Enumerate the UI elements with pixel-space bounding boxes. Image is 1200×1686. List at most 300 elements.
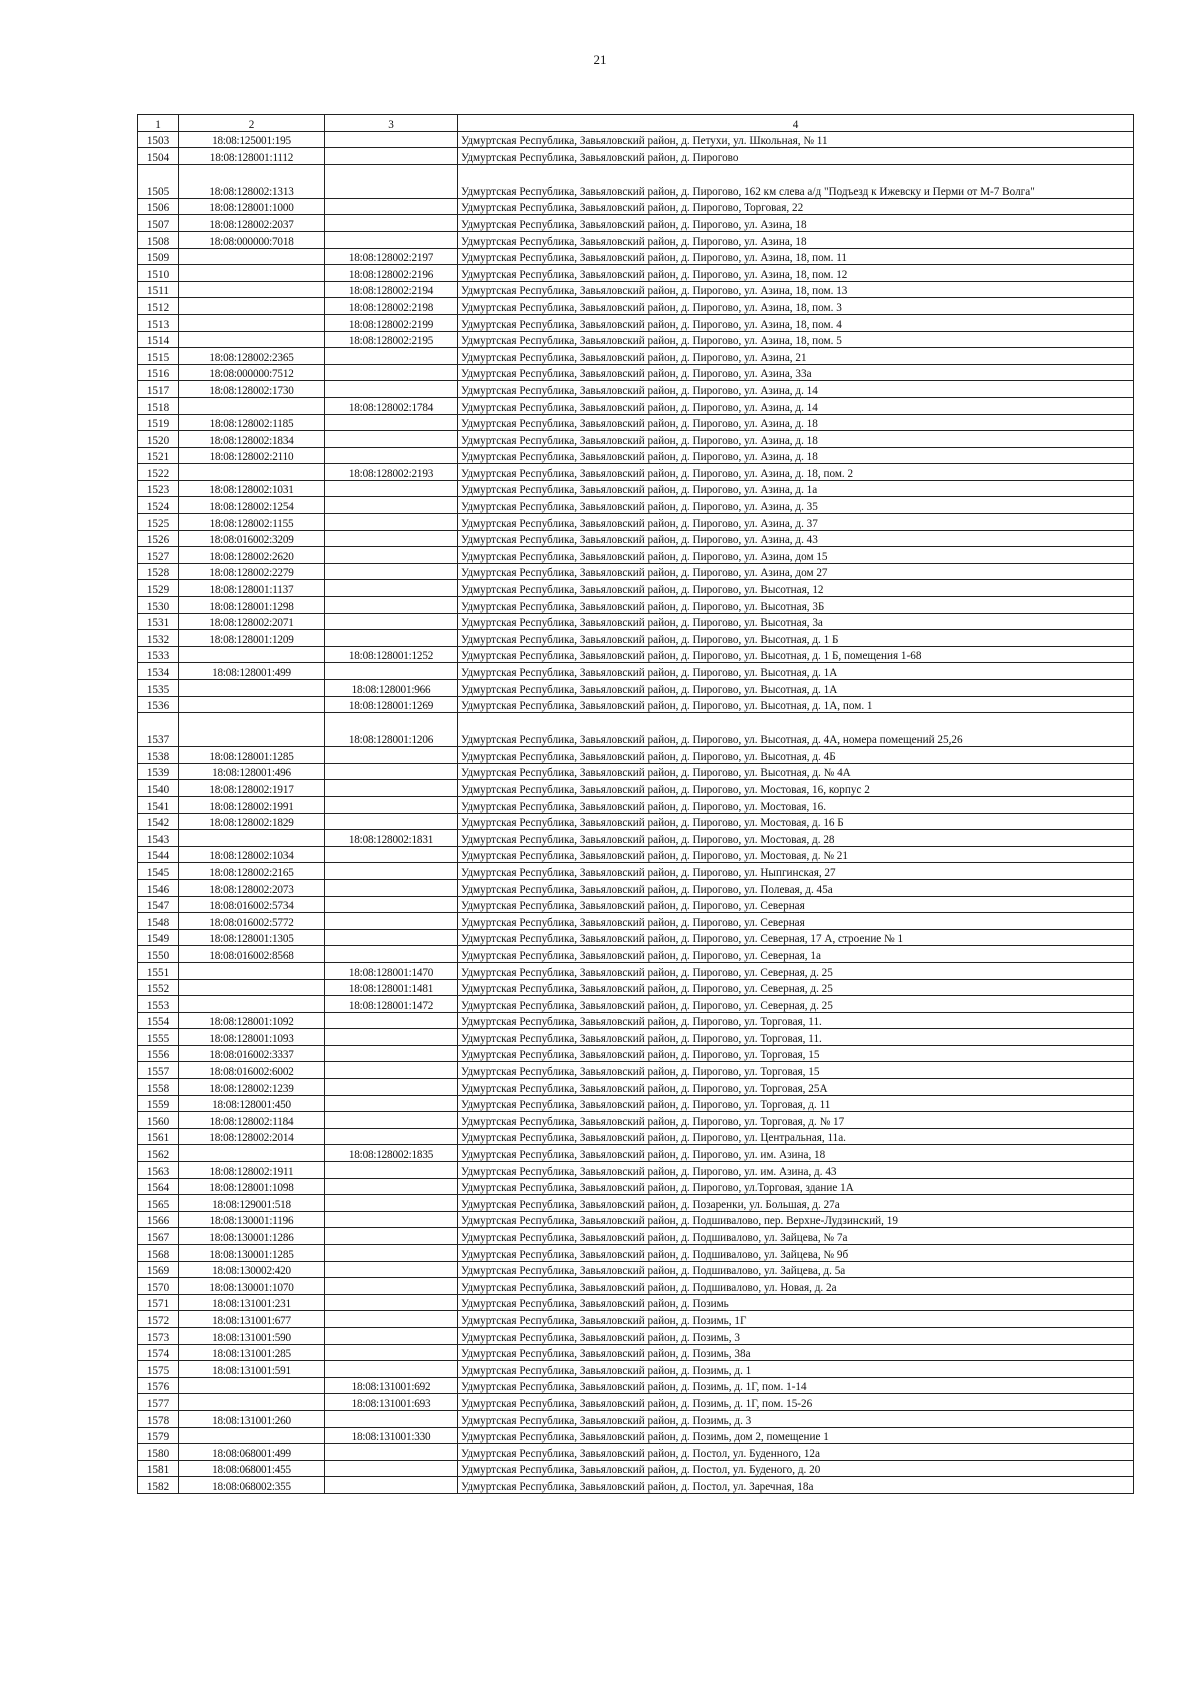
room-cadastral-number (325, 215, 458, 232)
address: Удмуртская Республика, Завьяловский район, д. Позимь, дом 2, помещение 1 (458, 1427, 1134, 1444)
address: Удмуртская Республика, Завьяловский район, д. Пирогово, ул. Азина, д. 18, пом. 2 (458, 464, 1134, 481)
room-cadastral-number (325, 846, 458, 863)
row-number: 1514 (138, 331, 179, 348)
row-number: 1517 (138, 381, 179, 398)
room-cadastral-number: 18:08:131001:330 (325, 1427, 458, 1444)
table-row (138, 431, 1134, 448)
row-number: 1554 (138, 1012, 179, 1029)
row-number: 1539 (138, 763, 179, 780)
table-row (138, 1477, 1134, 1494)
row-number: 1568 (138, 1245, 179, 1262)
cadastral-number: 18:08:130001:1196 (179, 1211, 325, 1228)
cadastral-number: 18:08:128001:1092 (179, 1012, 325, 1029)
room-cadastral-number (325, 431, 458, 448)
address: Удмуртская Республика, Завьяловский район, д. Позимь, 3 (458, 1327, 1134, 1344)
row-number: 1528 (138, 563, 179, 580)
address: Удмуртская Республика, Завьяловский район, д. Пирогово, ул. Азина, 18 (458, 231, 1134, 248)
room-cadastral-number (325, 1344, 458, 1361)
address: Удмуртская Республика, Завьяловский район, д. Пирогово, ул. Мостовая, д. 16 Б (458, 813, 1134, 830)
address: Удмуртская Республика, Завьяловский район, д. Подшивалово, пер. Верхне-Лудзинский, 19 (458, 1211, 1134, 1228)
row-number: 1536 (138, 696, 179, 713)
table-row (138, 1045, 1134, 1062)
room-cadastral-number: 18:08:128001:1269 (325, 696, 458, 713)
cadastral-number: 18:08:131001:590 (179, 1327, 325, 1344)
row-number: 1569 (138, 1261, 179, 1278)
room-cadastral-number (325, 813, 458, 830)
table-row (138, 1278, 1134, 1295)
room-cadastral-number: 18:08:128002:2193 (325, 464, 458, 481)
address: Удмуртская Республика, Завьяловский район, д. Петухи, ул. Школьная, № 11 (458, 131, 1134, 148)
row-number: 1557 (138, 1062, 179, 1079)
room-cadastral-number (325, 1128, 458, 1145)
cadastral-number: 18:08:128002:2279 (179, 563, 325, 580)
table-row (138, 747, 1134, 764)
row-number: 1525 (138, 514, 179, 531)
address: Удмуртская Республика, Завьяловский район, д. Пирогово, ул. Высотная, 3а (458, 613, 1134, 630)
room-cadastral-number (325, 1444, 458, 1461)
room-cadastral-number (325, 1327, 458, 1344)
table-row (138, 1361, 1134, 1378)
address: Удмуртская Республика, Завьяловский район, д. Пирогово, ул. Азина, д. 1а (458, 480, 1134, 497)
address: Удмуртская Республика, Завьяловский район, д. Пирогово, ул. Торговая, д. 11 (458, 1095, 1134, 1112)
row-number: 1516 (138, 364, 179, 381)
table-row (138, 364, 1134, 381)
room-cadastral-number: 18:08:131001:692 (325, 1377, 458, 1394)
table-row (138, 1178, 1134, 1195)
address: Удмуртская Республика, Завьяловский район, д. Пирогово, ул. Северная, 17 А, строение № 1 (458, 929, 1134, 946)
address: Удмуртская Республика, Завьяловский район, д. Позимь, д. 1Г, пом. 15-26 (458, 1394, 1134, 1411)
cadastral-number: 18:08:128002:2073 (179, 879, 325, 896)
row-number: 1538 (138, 747, 179, 764)
cadastral-number: 18:08:128002:1031 (179, 480, 325, 497)
row-number: 1547 (138, 896, 179, 913)
register-table (137, 114, 1134, 1494)
address: Удмуртская Республика, Завьяловский район, д. Пирогово, ул. Азина, д. 14 (458, 381, 1134, 398)
row-number: 1543 (138, 830, 179, 847)
address: Удмуртская Республика, Завьяловский район, д. Подшивалово, ул. Зайцева, д. 5а (458, 1261, 1134, 1278)
table-row (138, 996, 1134, 1013)
cadastral-number: 18:08:128001:1305 (179, 929, 325, 946)
row-number: 1526 (138, 530, 179, 547)
address: Удмуртская Республика, Завьяловский район, д. Пирогово, ул. Азина, 18, пом. 3 (458, 298, 1134, 315)
cadastral-number (179, 298, 325, 315)
table-row (138, 1211, 1134, 1228)
table-row (138, 813, 1134, 830)
cadastral-number: 18:08:068002:355 (179, 1477, 325, 1494)
address: Удмуртская Республика, Завьяловский район, д. Позимь (458, 1294, 1134, 1311)
table-row (138, 979, 1134, 996)
table-row (138, 131, 1134, 148)
table-row (138, 929, 1134, 946)
address: Удмуртская Республика, Завьяловский район, д. Пирогово, ул. Высотная, д. 1А (458, 663, 1134, 680)
cadastral-number: 18:08:128002:1834 (179, 431, 325, 448)
header-row (138, 115, 1134, 132)
cadastral-number (179, 646, 325, 663)
column-header-3: 3 (325, 115, 458, 132)
address: Удмуртская Республика, Завьяловский район, д. Пирогово, ул. Торговая, 15 (458, 1062, 1134, 1079)
cadastral-number: 18:08:128002:2014 (179, 1128, 325, 1145)
row-number: 1551 (138, 962, 179, 979)
room-cadastral-number (325, 1294, 458, 1311)
address: Удмуртская Республика, Завьяловский район, д. Пирогово, ул. Азина, 18 (458, 215, 1134, 232)
address: Удмуртская Республика, Завьяловский район, д. Пирогово, ул. Высотная, д. 1 Б (458, 630, 1134, 647)
room-cadastral-number (325, 364, 458, 381)
address: Удмуртская Республика, Завьяловский район, д. Пирогово, ул. Высотная, д. № 4А (458, 763, 1134, 780)
cadastral-number (179, 696, 325, 713)
row-number: 1510 (138, 265, 179, 282)
cadastral-number: 18:08:128001:450 (179, 1095, 325, 1112)
room-cadastral-number (325, 1228, 458, 1245)
table-row (138, 1245, 1134, 1262)
room-cadastral-number: 18:08:128001:966 (325, 680, 458, 697)
cadastral-number (179, 962, 325, 979)
cadastral-number: 18:08:128002:1185 (179, 414, 325, 431)
cadastral-number: 18:08:128002:2071 (179, 613, 325, 630)
cadastral-number: 18:08:131001:285 (179, 1344, 325, 1361)
address: Удмуртская Республика, Завьяловский район, д. Позимь, д. 3 (458, 1410, 1134, 1427)
address: Удмуртская Республика, Завьяловский район, д. Пирогово, ул. Мостовая, 16, корпус 2 (458, 780, 1134, 797)
room-cadastral-number (325, 131, 458, 148)
row-number: 1515 (138, 348, 179, 365)
cadastral-number: 18:08:068001:499 (179, 1444, 325, 1461)
row-number: 1576 (138, 1377, 179, 1394)
row-number: 1506 (138, 198, 179, 215)
room-cadastral-number (325, 863, 458, 880)
row-number: 1562 (138, 1145, 179, 1162)
room-cadastral-number (325, 164, 458, 198)
room-cadastral-number (325, 1195, 458, 1212)
row-number: 1565 (138, 1195, 179, 1212)
room-cadastral-number: 18:08:128001:1206 (325, 713, 458, 747)
room-cadastral-number: 18:08:128002:2197 (325, 248, 458, 265)
address: Удмуртская Республика, Завьяловский район, д. Пирогово, ул. Северная, д. 25 (458, 979, 1134, 996)
address: Удмуртская Республика, Завьяловский район, д. Пирогово, ул. им. Азина, 18 (458, 1145, 1134, 1162)
column-header-4: 4 (458, 115, 1134, 132)
table-row (138, 1145, 1134, 1162)
table-row (138, 630, 1134, 647)
table-row (138, 830, 1134, 847)
room-cadastral-number (325, 447, 458, 464)
cadastral-number: 18:08:128002:1829 (179, 813, 325, 830)
table-row (138, 164, 1134, 198)
room-cadastral-number (325, 1361, 458, 1378)
address: Удмуртская Республика, Завьяловский район, д. Постол, ул. Буденного, 12а (458, 1444, 1134, 1461)
table-row (138, 547, 1134, 564)
cadastral-number (179, 397, 325, 414)
room-cadastral-number (325, 1062, 458, 1079)
address: Удмуртская Республика, Завьяловский район, д. Пирогово, ул. Азина, 18, пом. 4 (458, 314, 1134, 331)
table-row (138, 265, 1134, 282)
cadastral-number: 18:08:130001:1285 (179, 1245, 325, 1262)
row-number: 1541 (138, 796, 179, 813)
row-number: 1578 (138, 1410, 179, 1427)
address: Удмуртская Республика, Завьяловский район, д. Пирогово, ул. Высотная, д. 4А, номера помещений 25,26 (458, 713, 1134, 747)
row-number: 1553 (138, 996, 179, 1013)
room-cadastral-number: 18:08:128002:2194 (325, 281, 458, 298)
row-number: 1570 (138, 1278, 179, 1295)
row-number: 1523 (138, 480, 179, 497)
address: Удмуртская Республика, Завьяловский район, д. Подшивалово, ул. Новая, д. 2а (458, 1278, 1134, 1295)
column-header-1: 1 (138, 115, 179, 132)
cadastral-number: 18:08:128002:2165 (179, 863, 325, 880)
cadastral-number (179, 680, 325, 697)
row-number: 1555 (138, 1029, 179, 1046)
table-row (138, 1095, 1134, 1112)
cadastral-number: 18:08:068001:455 (179, 1460, 325, 1477)
table-row (138, 962, 1134, 979)
cadastral-number: 18:08:128001:1098 (179, 1178, 325, 1195)
table-row (138, 1228, 1134, 1245)
table-row (138, 1327, 1134, 1344)
address: Удмуртская Республика, Завьяловский район, д. Пирогово, ул. Азина, 18, пом. 12 (458, 265, 1134, 282)
table-row (138, 1444, 1134, 1461)
room-cadastral-number (325, 1245, 458, 1262)
row-number: 1530 (138, 597, 179, 614)
cadastral-number (179, 1394, 325, 1411)
table-row (138, 713, 1134, 747)
room-cadastral-number (325, 896, 458, 913)
address: Удмуртская Республика, Завьяловский район, д. Пирогово, ул. Азина, д. 18 (458, 431, 1134, 448)
row-number: 1558 (138, 1079, 179, 1096)
cadastral-number: 18:08:131001:260 (179, 1410, 325, 1427)
room-cadastral-number: 18:08:128001:1472 (325, 996, 458, 1013)
cadastral-number: 18:08:128002:1034 (179, 846, 325, 863)
row-number: 1545 (138, 863, 179, 880)
cadastral-number: 18:08:128002:1184 (179, 1112, 325, 1129)
room-cadastral-number: 18:08:128002:1835 (325, 1145, 458, 1162)
table-row (138, 1344, 1134, 1361)
row-number: 1509 (138, 248, 179, 265)
table-row (138, 663, 1134, 680)
address: Удмуртская Республика, Завьяловский район, д. Пирогово, ул. Торговая, 25А (458, 1079, 1134, 1096)
row-number: 1549 (138, 929, 179, 946)
cadastral-number: 18:08:128001:1137 (179, 580, 325, 597)
address: Удмуртская Республика, Завьяловский район, д. Пирогово, ул. Ныпгинская, 27 (458, 863, 1134, 880)
address: Удмуртская Республика, Завьяловский район, д. Постол, ул. Заречная, 18а (458, 1477, 1134, 1494)
row-number: 1542 (138, 813, 179, 830)
table-row (138, 1460, 1134, 1477)
address: Удмуртская Республика, Завьяловский район, д. Пирогово, ул. Мостовая, д. № 21 (458, 846, 1134, 863)
cadastral-number (179, 314, 325, 331)
address: Удмуртская Республика, Завьяловский район, д. Пирогово, ул. им. Азина, д. 43 (458, 1162, 1134, 1179)
table-row (138, 913, 1134, 930)
room-cadastral-number (325, 747, 458, 764)
table-row (138, 946, 1134, 963)
address: Удмуртская Республика, Завьяловский район, д. Пирогово, ул. Высотная, д. 4Б (458, 747, 1134, 764)
room-cadastral-number (325, 580, 458, 597)
table-row (138, 896, 1134, 913)
table-row (138, 381, 1134, 398)
row-number: 1582 (138, 1477, 179, 1494)
cadastral-number: 18:08:128002:2365 (179, 348, 325, 365)
table-row (138, 780, 1134, 797)
table-row (138, 1112, 1134, 1129)
table-row (138, 613, 1134, 630)
row-number: 1519 (138, 414, 179, 431)
address: Удмуртская Республика, Завьяловский район, д. Пирогово (458, 148, 1134, 165)
row-number: 1548 (138, 913, 179, 930)
table-row (138, 1394, 1134, 1411)
room-cadastral-number (325, 530, 458, 547)
address: Удмуртская Республика, Завьяловский район, д. Пирогово, ул. Высотная, д. 1А (458, 680, 1134, 697)
room-cadastral-number (325, 1079, 458, 1096)
row-number: 1503 (138, 131, 179, 148)
table-row (138, 646, 1134, 663)
room-cadastral-number (325, 663, 458, 680)
cadastral-number: 18:08:128002:2037 (179, 215, 325, 232)
cadastral-number: 18:08:128002:1917 (179, 780, 325, 797)
room-cadastral-number (325, 780, 458, 797)
address: Удмуртская Республика, Завьяловский район, д. Пирогово, ул. Северная (458, 896, 1134, 913)
table-row (138, 1128, 1134, 1145)
cadastral-number (179, 979, 325, 996)
cadastral-number: 18:08:130001:1286 (179, 1228, 325, 1245)
room-cadastral-number (325, 1211, 458, 1228)
cadastral-number: 18:08:128001:1285 (179, 747, 325, 764)
address: Удмуртская Республика, Завьяловский район, д. Пирогово, ул. Центральная, 11а. (458, 1128, 1134, 1145)
row-number: 1520 (138, 431, 179, 448)
address: Удмуртская Республика, Завьяловский район, д. Позаренки, ул. Большая, д. 27а (458, 1195, 1134, 1212)
room-cadastral-number (325, 1012, 458, 1029)
table-row (138, 563, 1134, 580)
table-row (138, 597, 1134, 614)
row-number: 1567 (138, 1228, 179, 1245)
row-number: 1511 (138, 281, 179, 298)
address: Удмуртская Республика, Завьяловский район, д. Позимь, д. 1 (458, 1361, 1134, 1378)
room-cadastral-number: 18:08:128001:1481 (325, 979, 458, 996)
row-number: 1529 (138, 580, 179, 597)
cadastral-number: 18:08:128001:1093 (179, 1029, 325, 1046)
room-cadastral-number (325, 348, 458, 365)
room-cadastral-number: 18:08:128001:1252 (325, 646, 458, 663)
table-row (138, 514, 1134, 531)
table-row (138, 580, 1134, 597)
address: Удмуртская Республика, Завьяловский район, д. Пирогово, ул. Азина, д. 14 (458, 397, 1134, 414)
table-row (138, 879, 1134, 896)
table-row (138, 1427, 1134, 1444)
address: Удмуртская Республика, Завьяловский район, д. Пирогово, ул. Азина, д. 35 (458, 497, 1134, 514)
cadastral-number: 18:08:128001:496 (179, 763, 325, 780)
cadastral-number: 18:08:128002:1911 (179, 1162, 325, 1179)
room-cadastral-number (325, 946, 458, 963)
cadastral-number: 18:08:016002:3337 (179, 1045, 325, 1062)
room-cadastral-number (325, 148, 458, 165)
room-cadastral-number (325, 1029, 458, 1046)
room-cadastral-number (325, 879, 458, 896)
address: Удмуртская Республика, Завьяловский район, д. Пирогово, ул. Азина, 18, пом. 5 (458, 331, 1134, 348)
table-row (138, 1294, 1134, 1311)
address: Удмуртская Республика, Завьяловский район, д. Пирогово, ул. Азина, д. 43 (458, 530, 1134, 547)
cadastral-number (179, 1377, 325, 1394)
cadastral-number (179, 281, 325, 298)
row-number: 1556 (138, 1045, 179, 1062)
row-number: 1573 (138, 1327, 179, 1344)
row-number: 1531 (138, 613, 179, 630)
address: Удмуртская Республика, Завьяловский район, д. Пирогово, ул. Азина, 33а (458, 364, 1134, 381)
cadastral-number: 18:08:125001:195 (179, 131, 325, 148)
cadastral-number: 18:08:131001:591 (179, 1361, 325, 1378)
table-row (138, 696, 1134, 713)
table-row (138, 1377, 1134, 1394)
address: Удмуртская Республика, Завьяловский район, д. Пирогово, ул. Северная (458, 913, 1134, 930)
cadastral-number: 18:08:128001:1112 (179, 148, 325, 165)
row-number: 1546 (138, 879, 179, 896)
address: Удмуртская Республика, Завьяловский район, д. Пирогово, ул. Торговая, 15 (458, 1045, 1134, 1062)
table-row (138, 796, 1134, 813)
room-cadastral-number (325, 1112, 458, 1129)
address: Удмуртская Республика, Завьяловский район, д. Пирогово, ул. Азина, д. 18 (458, 447, 1134, 464)
address: Удмуртская Республика, Завьяловский район, д. Пирогово, ул. Северная, д. 25 (458, 996, 1134, 1013)
row-number: 1524 (138, 497, 179, 514)
row-number: 1521 (138, 447, 179, 464)
room-cadastral-number (325, 1095, 458, 1112)
row-number: 1572 (138, 1311, 179, 1328)
room-cadastral-number (325, 514, 458, 531)
table-row (138, 846, 1134, 863)
cadastral-number: 18:08:130002:420 (179, 1261, 325, 1278)
table-row (138, 215, 1134, 232)
row-number: 1571 (138, 1294, 179, 1311)
address: Удмуртская Республика, Завьяловский район, д. Пирогово, ул. Полевая, д. 45а (458, 879, 1134, 896)
row-number: 1550 (138, 946, 179, 963)
table-row (138, 314, 1134, 331)
cadastral-number: 18:08:016002:6002 (179, 1062, 325, 1079)
row-number: 1507 (138, 215, 179, 232)
room-cadastral-number (325, 1178, 458, 1195)
room-cadastral-number (325, 563, 458, 580)
table-row (138, 1062, 1134, 1079)
address: Удмуртская Республика, Завьяловский район, д. Пирогово, ул. Высотная, д. 1 Б, помещения 1-68 (458, 646, 1134, 663)
room-cadastral-number (325, 480, 458, 497)
address: Удмуртская Республика, Завьяловский район, д. Пирогово, ул. Мостовая, 16. (458, 796, 1134, 813)
cadastral-number: 18:08:128001:499 (179, 663, 325, 680)
room-cadastral-number (325, 763, 458, 780)
row-number: 1580 (138, 1444, 179, 1461)
column-header-2: 2 (179, 115, 325, 132)
address: Удмуртская Республика, Завьяловский район, д. Пирогово, ул. Северная, д. 25 (458, 962, 1134, 979)
row-number: 1559 (138, 1095, 179, 1112)
room-cadastral-number: 18:08:128001:1470 (325, 962, 458, 979)
room-cadastral-number (325, 1477, 458, 1494)
table-row (138, 248, 1134, 265)
address: Удмуртская Республика, Завьяловский район, д. Пирогово, ул. Азина, дом 27 (458, 563, 1134, 580)
cadastral-number: 18:08:000000:7512 (179, 364, 325, 381)
row-number: 1564 (138, 1178, 179, 1195)
address: Удмуртская Республика, Завьяловский район, д. Пирогово, ул. Азина, д. 37 (458, 514, 1134, 531)
cadastral-number: 18:08:128002:1254 (179, 497, 325, 514)
row-number: 1518 (138, 397, 179, 414)
table-row (138, 1029, 1134, 1046)
address: Удмуртская Республика, Завьяловский район, д. Пирогово, ул. Высотная, 3Б (458, 597, 1134, 614)
cadastral-number (179, 248, 325, 265)
room-cadastral-number (325, 913, 458, 930)
row-number: 1513 (138, 314, 179, 331)
row-number: 1566 (138, 1211, 179, 1228)
address: Удмуртская Республика, Завьяловский район, д. Пирогово, ул. Азина, дом 15 (458, 547, 1134, 564)
cadastral-number (179, 1427, 325, 1444)
table-row (138, 348, 1134, 365)
room-cadastral-number: 18:08:128002:2199 (325, 314, 458, 331)
row-number: 1561 (138, 1128, 179, 1145)
cadastral-number: 18:08:128002:2620 (179, 547, 325, 564)
room-cadastral-number (325, 414, 458, 431)
table-row (138, 1195, 1134, 1212)
table-body (138, 131, 1134, 1493)
cadastral-number: 18:08:128002:1730 (179, 381, 325, 398)
address: Удмуртская Республика, Завьяловский район, д. Пирогово, ул. Азина, 18, пом. 11 (458, 248, 1134, 265)
table-row (138, 464, 1134, 481)
row-number: 1540 (138, 780, 179, 797)
